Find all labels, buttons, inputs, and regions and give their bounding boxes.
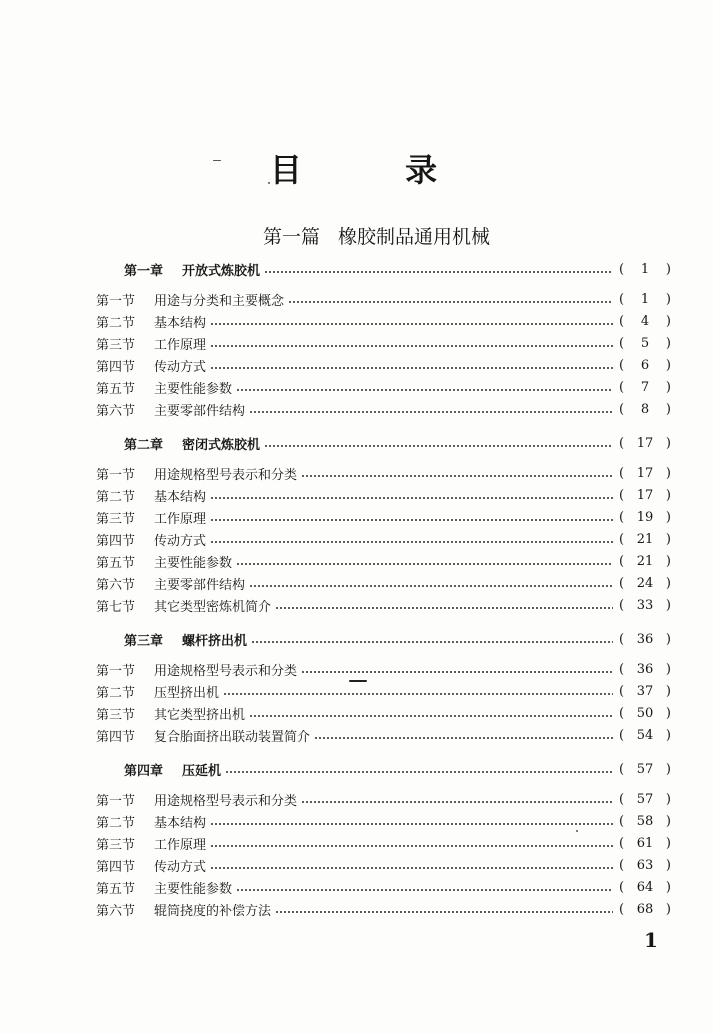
toc-page-number: 17 (636, 435, 654, 451)
paren-open: ( (619, 335, 625, 351)
paren-close: ) (665, 835, 671, 851)
toc-entry-title: 主要零部件结构 (154, 577, 246, 593)
dot-leader (210, 844, 613, 848)
toc-chapter-row (96, 432, 671, 454)
paren-close: ) (665, 291, 671, 307)
paren-open: ( (619, 597, 625, 613)
dot-leader (210, 322, 613, 326)
toc-page-number: 58 (636, 813, 654, 829)
toc-page-ref (619, 402, 671, 417)
toc-entry-title: 主要性能参数 (154, 555, 233, 571)
toc-entry-number: 第四节 (96, 729, 136, 745)
paren-close: ) (665, 531, 671, 547)
toc-entry-title: 其它类型密炼机简介 (154, 599, 272, 615)
toc-page-ref (619, 336, 671, 351)
toc-entry-title: 工作原理 (154, 511, 207, 527)
paren-close: ) (665, 401, 671, 417)
paren-open: ( (619, 791, 625, 807)
paren-open: ( (619, 761, 625, 777)
part-name: 橡胶制品通用机械 (338, 226, 491, 248)
part-label: 第一篇 (262, 226, 320, 248)
toc-section-row (96, 354, 671, 376)
toc-entry-title: 用途与分类和主要概念 (154, 293, 285, 309)
dot-leader (301, 670, 613, 674)
paren-close: ) (665, 705, 671, 721)
toc-page-number: 37 (636, 683, 654, 699)
toc-entry-title: 工作原理 (154, 337, 207, 353)
toc-section-row (96, 310, 671, 332)
toc-page-ref (619, 598, 671, 613)
toc-page-number: 64 (636, 879, 654, 895)
toc-page-ref (619, 262, 671, 277)
toc-entry-number: 第二节 (96, 815, 136, 831)
paren-open: ( (619, 465, 625, 481)
toc-section-row (96, 376, 671, 398)
toc-chapter-row (96, 258, 671, 280)
paren-open: ( (619, 261, 625, 277)
toc-entry-title: 主要性能参数 (154, 381, 233, 397)
toc-page-ref (619, 292, 671, 307)
dot-leader (301, 800, 613, 804)
toc-entry-title: 用途规格型号表示和分类 (154, 793, 298, 809)
dot-leader (210, 518, 613, 522)
toc-entry-title: 用途规格型号表示和分类 (154, 467, 298, 483)
dot-leader (210, 540, 613, 544)
scan-mark (213, 160, 221, 161)
paren-close: ) (665, 791, 671, 807)
paren-close: ) (665, 597, 671, 613)
paren-close: ) (665, 379, 671, 395)
toc-entry-number: 第三节 (96, 511, 136, 527)
toc-page-number: 36 (636, 631, 654, 647)
toc-entry-title: 主要零部件结构 (154, 403, 246, 419)
dot-leader (210, 366, 613, 370)
toc-entry-title: 基本结构 (154, 815, 207, 831)
paren-close: ) (665, 465, 671, 481)
paren-close: ) (665, 509, 671, 525)
toc-entry-title: 传动方式 (154, 859, 207, 875)
toc-page-ref (619, 858, 671, 873)
dot-leader (288, 300, 613, 304)
toc-chapter-row (96, 628, 671, 650)
paren-close: ) (665, 683, 671, 699)
dot-leader (210, 496, 613, 500)
toc-entry-title: 传动方式 (154, 359, 207, 375)
toc-section-row (96, 398, 671, 420)
toc-section-row (96, 484, 671, 506)
toc-page-ref (619, 814, 671, 829)
toc-page-ref (619, 380, 671, 395)
toc-section-row (96, 876, 671, 898)
toc-page-ref (619, 662, 671, 677)
toc-entry-title: 压型挤出机 (154, 685, 220, 701)
toc-entry-number: 第一节 (96, 663, 136, 679)
paren-open: ( (619, 401, 625, 417)
toc-entry-number: 第三节 (96, 837, 136, 853)
toc-page-ref (619, 880, 671, 895)
toc-section-row (96, 528, 671, 550)
scan-mark (268, 182, 270, 184)
paren-close: ) (665, 335, 671, 351)
toc-entry-title: 工作原理 (154, 837, 207, 853)
dot-leader (225, 770, 613, 774)
toc-entry-number: 第一章 (124, 263, 164, 279)
paren-close: ) (665, 901, 671, 917)
toc-section-row (96, 898, 671, 920)
page-number: 1 (644, 928, 658, 952)
toc-entry-number: 第四节 (96, 859, 136, 875)
toc-entry-title: 其它类型挤出机 (154, 707, 246, 723)
paren-open: ( (619, 487, 625, 503)
toc-section-row (96, 462, 671, 484)
toc-page-number: 6 (640, 357, 650, 373)
toc-entry-number: 第一节 (96, 467, 136, 483)
dot-leader (264, 444, 613, 448)
toc-page-ref (619, 632, 671, 647)
paren-open: ( (619, 901, 625, 917)
toc-page-number: 1 (640, 291, 650, 307)
paren-open: ( (619, 835, 625, 851)
toc-page-number: 21 (636, 553, 654, 569)
toc-page-number: 36 (636, 661, 654, 677)
dot-leader (210, 344, 613, 348)
paren-open: ( (619, 509, 625, 525)
dot-leader (251, 640, 613, 644)
toc-entry-number: 第六节 (96, 403, 136, 419)
dot-leader (223, 692, 613, 696)
toc-page-ref (619, 436, 671, 451)
toc-section-row (96, 788, 671, 810)
toc-section-row (96, 572, 671, 594)
dot-leader (249, 584, 613, 588)
paren-open: ( (619, 357, 625, 373)
toc-entry-title: 螺杆挤出机 (182, 633, 248, 649)
toc-page-ref (619, 314, 671, 329)
toc-page-ref (619, 488, 671, 503)
paren-open: ( (619, 379, 625, 395)
toc-section-row (96, 854, 671, 876)
toc-entry-title: 用途规格型号表示和分类 (154, 663, 298, 679)
toc-page-number: 5 (640, 335, 650, 351)
toc-section-row (96, 288, 671, 310)
toc-entry-number: 第三节 (96, 707, 136, 723)
toc-entry-number: 第七节 (96, 599, 136, 615)
toc-page-ref (619, 466, 671, 481)
toc-entry-number: 第五节 (96, 881, 136, 897)
toc-entry-title: 基本结构 (154, 489, 207, 505)
toc-page-ref (619, 762, 671, 777)
toc-entry-title: 辊筒挠度的补偿方法 (154, 903, 272, 919)
toc-entry-title: 开放式炼胶机 (182, 263, 261, 279)
toc-page-ref (619, 792, 671, 807)
paren-close: ) (665, 631, 671, 647)
toc-entry-title: 传动方式 (154, 533, 207, 549)
toc-page-number: 57 (636, 791, 654, 807)
toc-page-number: 19 (636, 509, 654, 525)
toc-page-ref (619, 554, 671, 569)
paren-close: ) (665, 727, 671, 743)
paren-open: ( (619, 291, 625, 307)
paren-open: ( (619, 553, 625, 569)
toc-page-ref (619, 728, 671, 743)
toc-entry-number: 第四章 (124, 763, 164, 779)
toc-section-row (96, 810, 671, 832)
toc-entry-number: 第五节 (96, 381, 136, 397)
paren-open: ( (619, 813, 625, 829)
toc-page-number: 7 (640, 379, 650, 395)
part-heading (0, 222, 713, 249)
toc-entry-number: 第二节 (96, 685, 136, 701)
dot-leader (236, 388, 613, 392)
paren-close: ) (665, 661, 671, 677)
paren-open: ( (619, 575, 625, 591)
dot-leader (275, 910, 613, 914)
toc-entry-number: 第三节 (96, 337, 136, 353)
toc-section-row (96, 680, 671, 702)
toc-entry-title: 密闭式炼胶机 (182, 437, 261, 453)
toc-entry-number: 第三章 (124, 633, 164, 649)
scan-mark (349, 680, 367, 682)
toc-entry-number: 第一节 (96, 293, 136, 309)
paren-close: ) (665, 575, 671, 591)
toc-section-row (96, 832, 671, 854)
toc-page-number: 63 (636, 857, 654, 873)
paren-close: ) (665, 487, 671, 503)
toc-page-number: 21 (636, 531, 654, 547)
paren-open: ( (619, 313, 625, 329)
paren-close: ) (665, 857, 671, 873)
toc-page-ref (619, 576, 671, 591)
toc-page-number: 33 (636, 597, 654, 613)
toc-section-row (96, 550, 671, 572)
dot-leader (236, 888, 613, 892)
dot-leader (210, 866, 613, 870)
paren-open: ( (619, 879, 625, 895)
paren-open: ( (619, 435, 625, 451)
paren-close: ) (665, 813, 671, 829)
toc-page-number: 4 (640, 313, 650, 329)
toc-entry-title: 复合胎面挤出联动装置简介 (154, 729, 311, 745)
dot-leader (236, 562, 613, 566)
toc-page-ref (619, 902, 671, 917)
paren-close: ) (665, 261, 671, 277)
toc-entry-number: 第六节 (96, 903, 136, 919)
paren-close: ) (665, 761, 671, 777)
toc-entry-number: 第六节 (96, 577, 136, 593)
paren-open: ( (619, 661, 625, 677)
toc-page-number: 54 (636, 727, 654, 743)
toc-page-number: 57 (636, 761, 654, 777)
toc-page-number: 17 (636, 487, 654, 503)
toc-page-number: 1 (640, 261, 650, 277)
toc-section-row (96, 332, 671, 354)
dot-leader (264, 270, 613, 274)
dot-leader (249, 714, 613, 718)
paren-open: ( (619, 727, 625, 743)
paren-close: ) (665, 553, 671, 569)
toc-page-number: 61 (636, 835, 654, 851)
toc-page-number: 50 (636, 705, 654, 721)
toc-page-ref (619, 510, 671, 525)
toc-chapter-row (96, 758, 671, 780)
toc-page-ref (619, 358, 671, 373)
toc-entry-title: 基本结构 (154, 315, 207, 331)
dot-leader (249, 410, 613, 414)
toc-entry-number: 第四节 (96, 533, 136, 549)
toc-page-number: 17 (636, 465, 654, 481)
paren-open: ( (619, 531, 625, 547)
dot-leader (210, 822, 613, 826)
toc-section-row (96, 702, 671, 724)
toc-entry-number: 第二节 (96, 489, 136, 505)
toc-section-row (96, 658, 671, 680)
page-title: 目 录 (269, 151, 484, 189)
dot-leader (275, 606, 613, 610)
toc-page-ref (619, 706, 671, 721)
toc-entry-number: 第二章 (124, 437, 164, 453)
dot-leader (301, 474, 613, 478)
toc-page-ref (619, 684, 671, 699)
toc-page-number: 68 (636, 901, 654, 917)
toc-page-number: 24 (636, 575, 654, 591)
toc-entry-number: 第四节 (96, 359, 136, 375)
paren-open: ( (619, 683, 625, 699)
paren-close: ) (665, 313, 671, 329)
toc-entry-title: 压延机 (182, 763, 222, 779)
toc-entry-number: 第一节 (96, 793, 136, 809)
toc-entry-title: 主要性能参数 (154, 881, 233, 897)
toc-page-number: 8 (640, 401, 650, 417)
toc-entry-number: 第二节 (96, 315, 136, 331)
toc-entry-number: 第五节 (96, 555, 136, 571)
dot-leader (314, 736, 613, 740)
toc-section-row (96, 506, 671, 528)
paren-open: ( (619, 857, 625, 873)
paren-close: ) (665, 435, 671, 451)
paren-open: ( (619, 705, 625, 721)
toc-section-row (96, 594, 671, 616)
paren-close: ) (665, 357, 671, 373)
toc-section-row (96, 724, 671, 746)
toc-page-ref (619, 532, 671, 547)
scan-mark (576, 830, 578, 832)
paren-open: ( (619, 631, 625, 647)
paren-close: ) (665, 879, 671, 895)
toc-page-ref (619, 836, 671, 851)
